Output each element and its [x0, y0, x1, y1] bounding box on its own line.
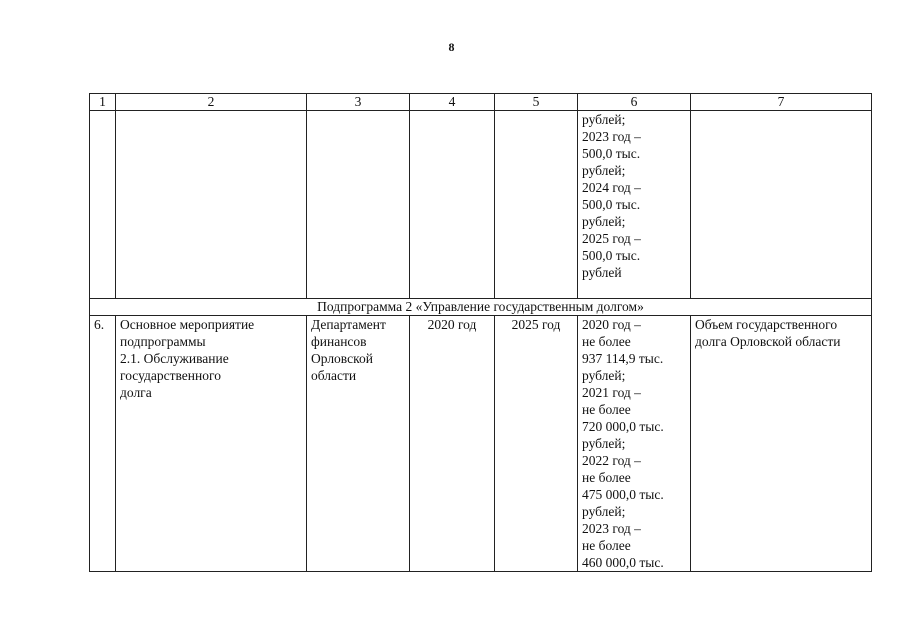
funding-line: рублей; — [582, 436, 626, 451]
row-number: 6. — [90, 316, 116, 572]
activity-name-line: долга — [120, 385, 152, 400]
cont-funding-line: рублей — [582, 265, 622, 280]
header-col-3: 3 — [307, 94, 410, 111]
funding-line: рублей; — [582, 368, 626, 383]
cont-cell-7 — [691, 111, 872, 299]
cont-funding-cell — [578, 111, 691, 299]
table-row-6 — [90, 316, 872, 572]
funding-line: не более — [582, 470, 631, 485]
activity-name-line: государственного — [120, 368, 221, 383]
executor-line: финансов — [311, 334, 367, 349]
header-col-1: 1 — [90, 94, 116, 111]
funding-line: 2022 год – — [582, 453, 641, 468]
funding-line: не более — [582, 402, 631, 417]
executor-line: Орловской — [311, 351, 373, 366]
header-col-2: 2 — [116, 94, 307, 111]
continuation-row — [90, 111, 872, 299]
funding-line: 2021 год – — [582, 385, 641, 400]
cont-funding-line: 500,0 тыс. — [582, 197, 641, 212]
result-cell — [691, 316, 872, 572]
cont-funding-line: 500,0 тыс. — [582, 146, 641, 161]
funding-line: 475 000,0 тыс. — [582, 487, 664, 502]
subprogram-title: Подпрограмма 2 «Управление государственным долгом» — [90, 299, 872, 316]
cont-cell-2 — [116, 111, 307, 299]
cont-funding-line: 2025 год – — [582, 231, 641, 246]
funding-line: 460 000,0 тыс. — [582, 555, 664, 570]
header-col-4: 4 — [410, 94, 495, 111]
activity-name-line: 2.1. Обслуживание — [120, 351, 229, 366]
funding-line: 720 000,0 тыс. — [582, 419, 664, 434]
activity-name-line: Основное мероприятие — [120, 317, 255, 332]
cont-funding-line: рублей; — [582, 163, 626, 178]
end-year-cell: 2025 год — [495, 316, 578, 572]
subprogram-row — [90, 299, 872, 316]
header-row — [90, 94, 872, 111]
cont-cell-4 — [410, 111, 495, 299]
funding-line: не более — [582, 334, 631, 349]
cont-funding-line: рублей; — [582, 214, 626, 229]
result-line: долга Орловской области — [695, 334, 841, 349]
funding-cell — [578, 316, 691, 572]
executor-line: области — [311, 368, 357, 383]
program-table — [89, 93, 872, 572]
cont-cell-3 — [307, 111, 410, 299]
cont-cell-1 — [90, 111, 116, 299]
result-line: Объем государственного — [695, 317, 838, 332]
funding-line: 937 114,9 тыс. — [582, 351, 664, 366]
funding-line: 2023 год – — [582, 521, 641, 536]
cont-funding-line: 2023 год – — [582, 129, 641, 144]
funding-line: 2020 год – — [582, 317, 641, 332]
cont-funding-line: 500,0 тыс. — [582, 248, 641, 263]
funding-line: не более — [582, 538, 631, 553]
header-col-5: 5 — [495, 94, 578, 111]
page-number: 8 — [448, 40, 455, 54]
activity-name-line: подпрограммы — [120, 334, 206, 349]
cont-cell-5 — [495, 111, 578, 299]
cont-funding-line: рублей; — [582, 112, 626, 127]
header-col-7: 7 — [691, 94, 872, 111]
start-year-cell: 2020 год — [410, 316, 495, 572]
funding-line: рублей; — [582, 504, 626, 519]
executor-cell — [307, 316, 410, 572]
executor-line: Департамент — [311, 317, 386, 332]
activity-name-cell — [116, 316, 307, 572]
cont-funding-line: 2024 год – — [582, 180, 641, 195]
header-col-6: 6 — [578, 94, 691, 111]
